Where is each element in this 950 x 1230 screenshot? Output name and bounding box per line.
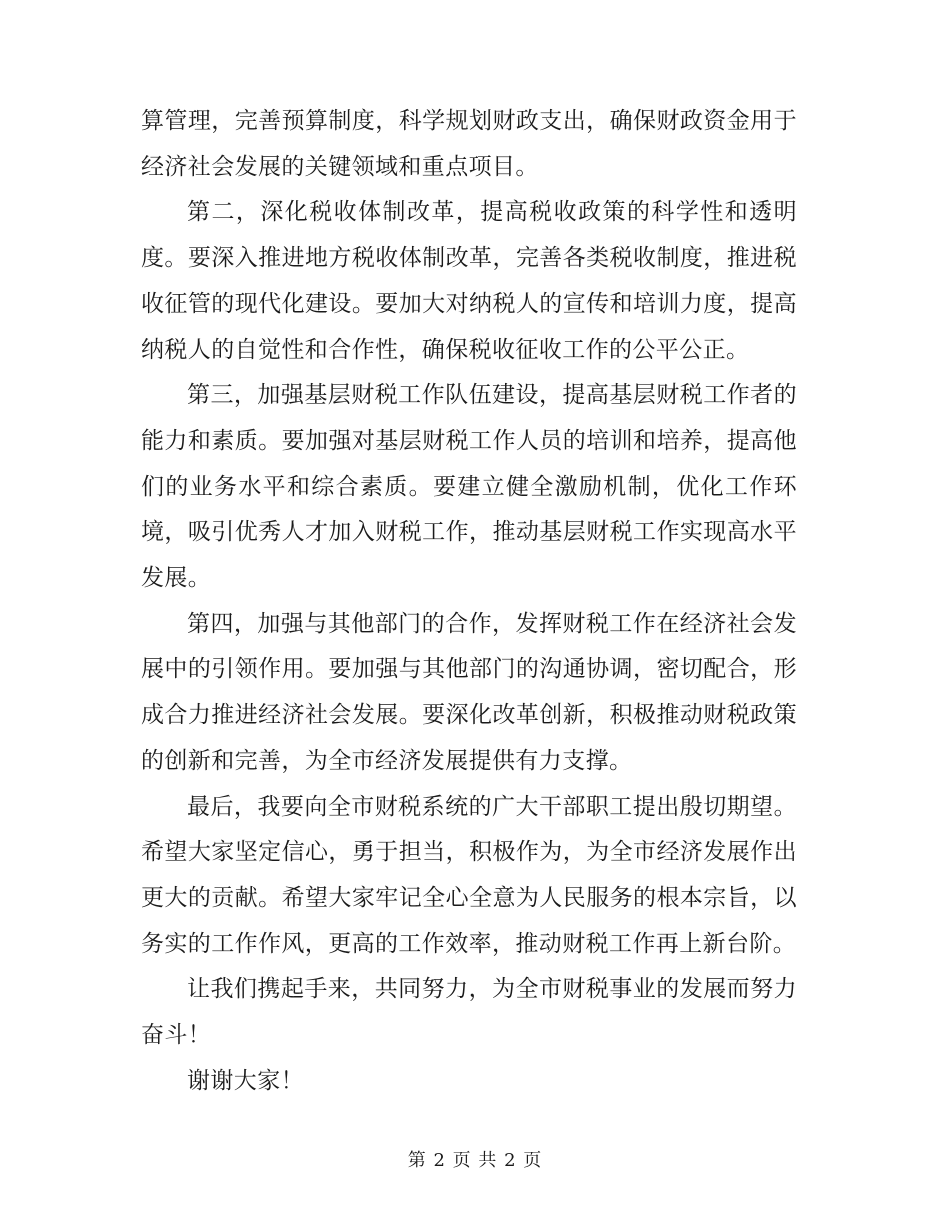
page-number-footer: 第 2 页 共 2 页 xyxy=(407,1150,543,1171)
document-body xyxy=(141,99,797,1104)
paragraph-second-tax-reform: 第二，深化税收体制改革，提高税收政策的科学性和透明度。要深入推进地方税收体制改革，完善各类税收制度，推进税收征管的现代化建设。要加大对纳税人的宣传和培训力度，提高纳税人的自觉性和合作性，确保税收征收工作的公平公正。 xyxy=(141,199,797,363)
paragraph-finally-expectations: 最后，我要向全市财税系统的广大干部职工提出殷切期望。希望大家坚定信心，勇于担当，积极作为，为全市经济发展作出更大的贡献。希望大家牢记全心全意为人民服务的根本宗旨，以务实的工作作风，更高的工作效率，推动财税工作再上新台阶。 xyxy=(141,793,797,957)
paragraph-third-team-building: 第三，加强基层财税工作队伍建设，提高基层财税工作者的能力和素质。要加强对基层财税工作人员的培训和培养，提高他们的业务水平和综合素质。要建立健全激励机制，优化工作环境，吸引优秀人才加入财税工作，推动基层财税工作实现高水平发展。 xyxy=(141,382,797,592)
paragraph-budget-continuation: 算管理，完善预算制度，科学规划财政支出，确保财政资金用于经济社会发展的关键领域和重点项目。 xyxy=(141,108,797,180)
paragraph-thanks: 谢谢大家！ xyxy=(187,1067,304,1094)
paragraph-call-to-action: 让我们携起手来，共同努力，为全市财税事业的发展而努力奋斗！ xyxy=(141,976,797,1049)
paragraph-fourth-cooperation: 第四，加强与其他部门的合作，发挥财税工作在经济社会发展中的引领作用。要加强与其他部门的沟通协调，密切配合，形成合力推进经济社会发展。要深化改革创新，积极推动财税政策的创新和完善，为全市经济发展提供有力支撑。 xyxy=(141,610,797,774)
